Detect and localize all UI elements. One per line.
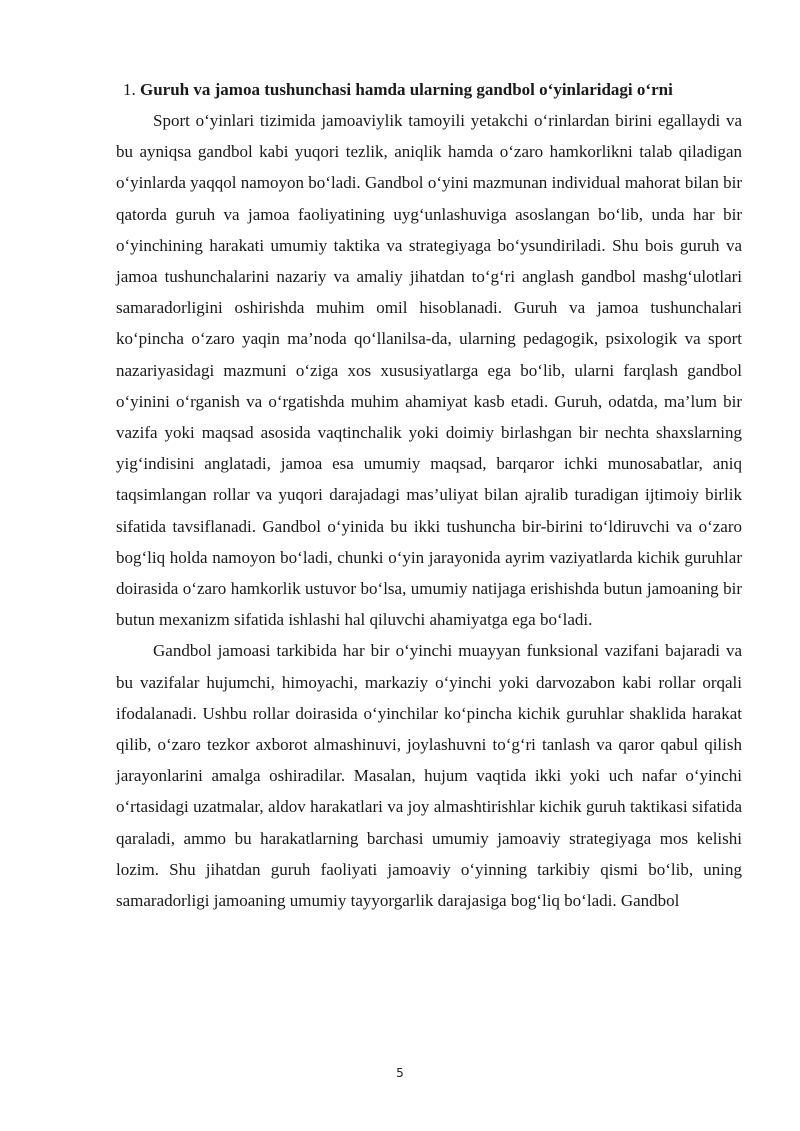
- document-page: [116, 74, 742, 916]
- body-paragraph-2: Gandbol jamoasi tarkibida har bir o‘yinchi muayyan funksional vazifani bajaradi va bu vazifalar hujumchi, himoyachi, markaziy o‘yinchi yoki darvozabon kabi rollar orqali ifodalanadi. Ushbu rollar doirasida o‘yinchilar ko‘pincha kichik guruhlar shaklida harakat qilib, o‘zaro tezkor axborot almashinuvi, joylashuvni to‘g‘ri tanlash va qaror qabul qilish jarayonlarini amalga oshiradilar. Masalan, hujum vaqtida ikki yoki uch nafar o‘yinchi o‘rtasidagi uzatmalar, aldov harakatlari va joy almashtirishlar kichik guruh taktikasi sifatida qaraladi, ammo bu harakatlarning barchasi umumiy jamoaviy strategiyaga mos kelishi lozim. Shu jihatdan guruh faoliyati jamoaviy o‘yinning tarkibiy qismi bo‘lib, uning samaradorligi jamoaning umumiy tayyorgarlik darajasiga bog‘liq bo‘ladi. Gandbol: [116, 641, 742, 911]
- body-paragraph-1: Sport o‘yinlari tizimida jamoaviylik tamoyili yetakchi o‘rinlardan birini egallaydi va bu ayniqsa gandbol kabi yuqori tezlik, aniqlik hamda o‘zaro hamkorlikni talab qiladigan o‘yinlarda yaqqol namoyon bo‘ladi. Gandbol o‘yini mazmunan individual mahorat bilan bir qatorda guruh va jamoa faoliyatining uyg‘unlashuviga asoslangan bo‘lib, unda har bir o‘yinchining harakati umumiy taktika va strategiyaga bo‘ysundiriladi. Shu bois guruh va jamoa tushunchalarini nazariy va amaliy jihatdan to‘g‘ri anglash gandbol mashg‘ulotlari samaradorligini oshirishda muhim omil hisoblanadi. Guruh va jamoa tushunchalari ko‘pincha o‘zaro yaqin ma’noda qo‘llanilsa-da, ularning pedagogik, psixologik va sport nazariyasidagi mazmuni o‘ziga xos xususiyatlarga ega bo‘lib, ularni farqlash gandbol o‘yinini o‘rganish va o‘rgatishda muhim ahamiyat kasb etadi. Guruh, odatda, ma’lum bir vazifa yoki maqsad asosida vaqtinchalik yoki doimiy birlashgan bir nechta shaxslarning yig‘indisini anglatadi, jamoa esa umumiy maqsad, barqaror ichki munosabatlar, aniq taqsimlangan rollar va yuqori darajadagi mas’uliyat bilan ajralib turadigan ijtimoiy birlik sifatida tavsiflanadi. Gandbol o‘yinida bu ikki tushuncha bir-birini to‘ldiruvchi va o‘zaro bog‘liq holda namoyon bo‘ladi, chunki o‘yin jarayonida ayrim vaziyatlarda kichik guruhlar doirasida o‘zaro hamkorlik ustuvor bo‘lsa, umumiy natijaga erishishda butun jamoaning bir butun mexanizm sifatida ishlashi hal qiluvchi ahamiyatga ega bo‘ladi.: [116, 111, 742, 630]
- section-number: 1.: [123, 80, 136, 99]
- page-number: 5: [396, 1066, 404, 1080]
- section-heading: [116, 74, 742, 105]
- section-title: Guruh va jamoa tushunchasi hamda ularning gandbol o‘yinlaridagi o‘rni: [140, 80, 673, 99]
